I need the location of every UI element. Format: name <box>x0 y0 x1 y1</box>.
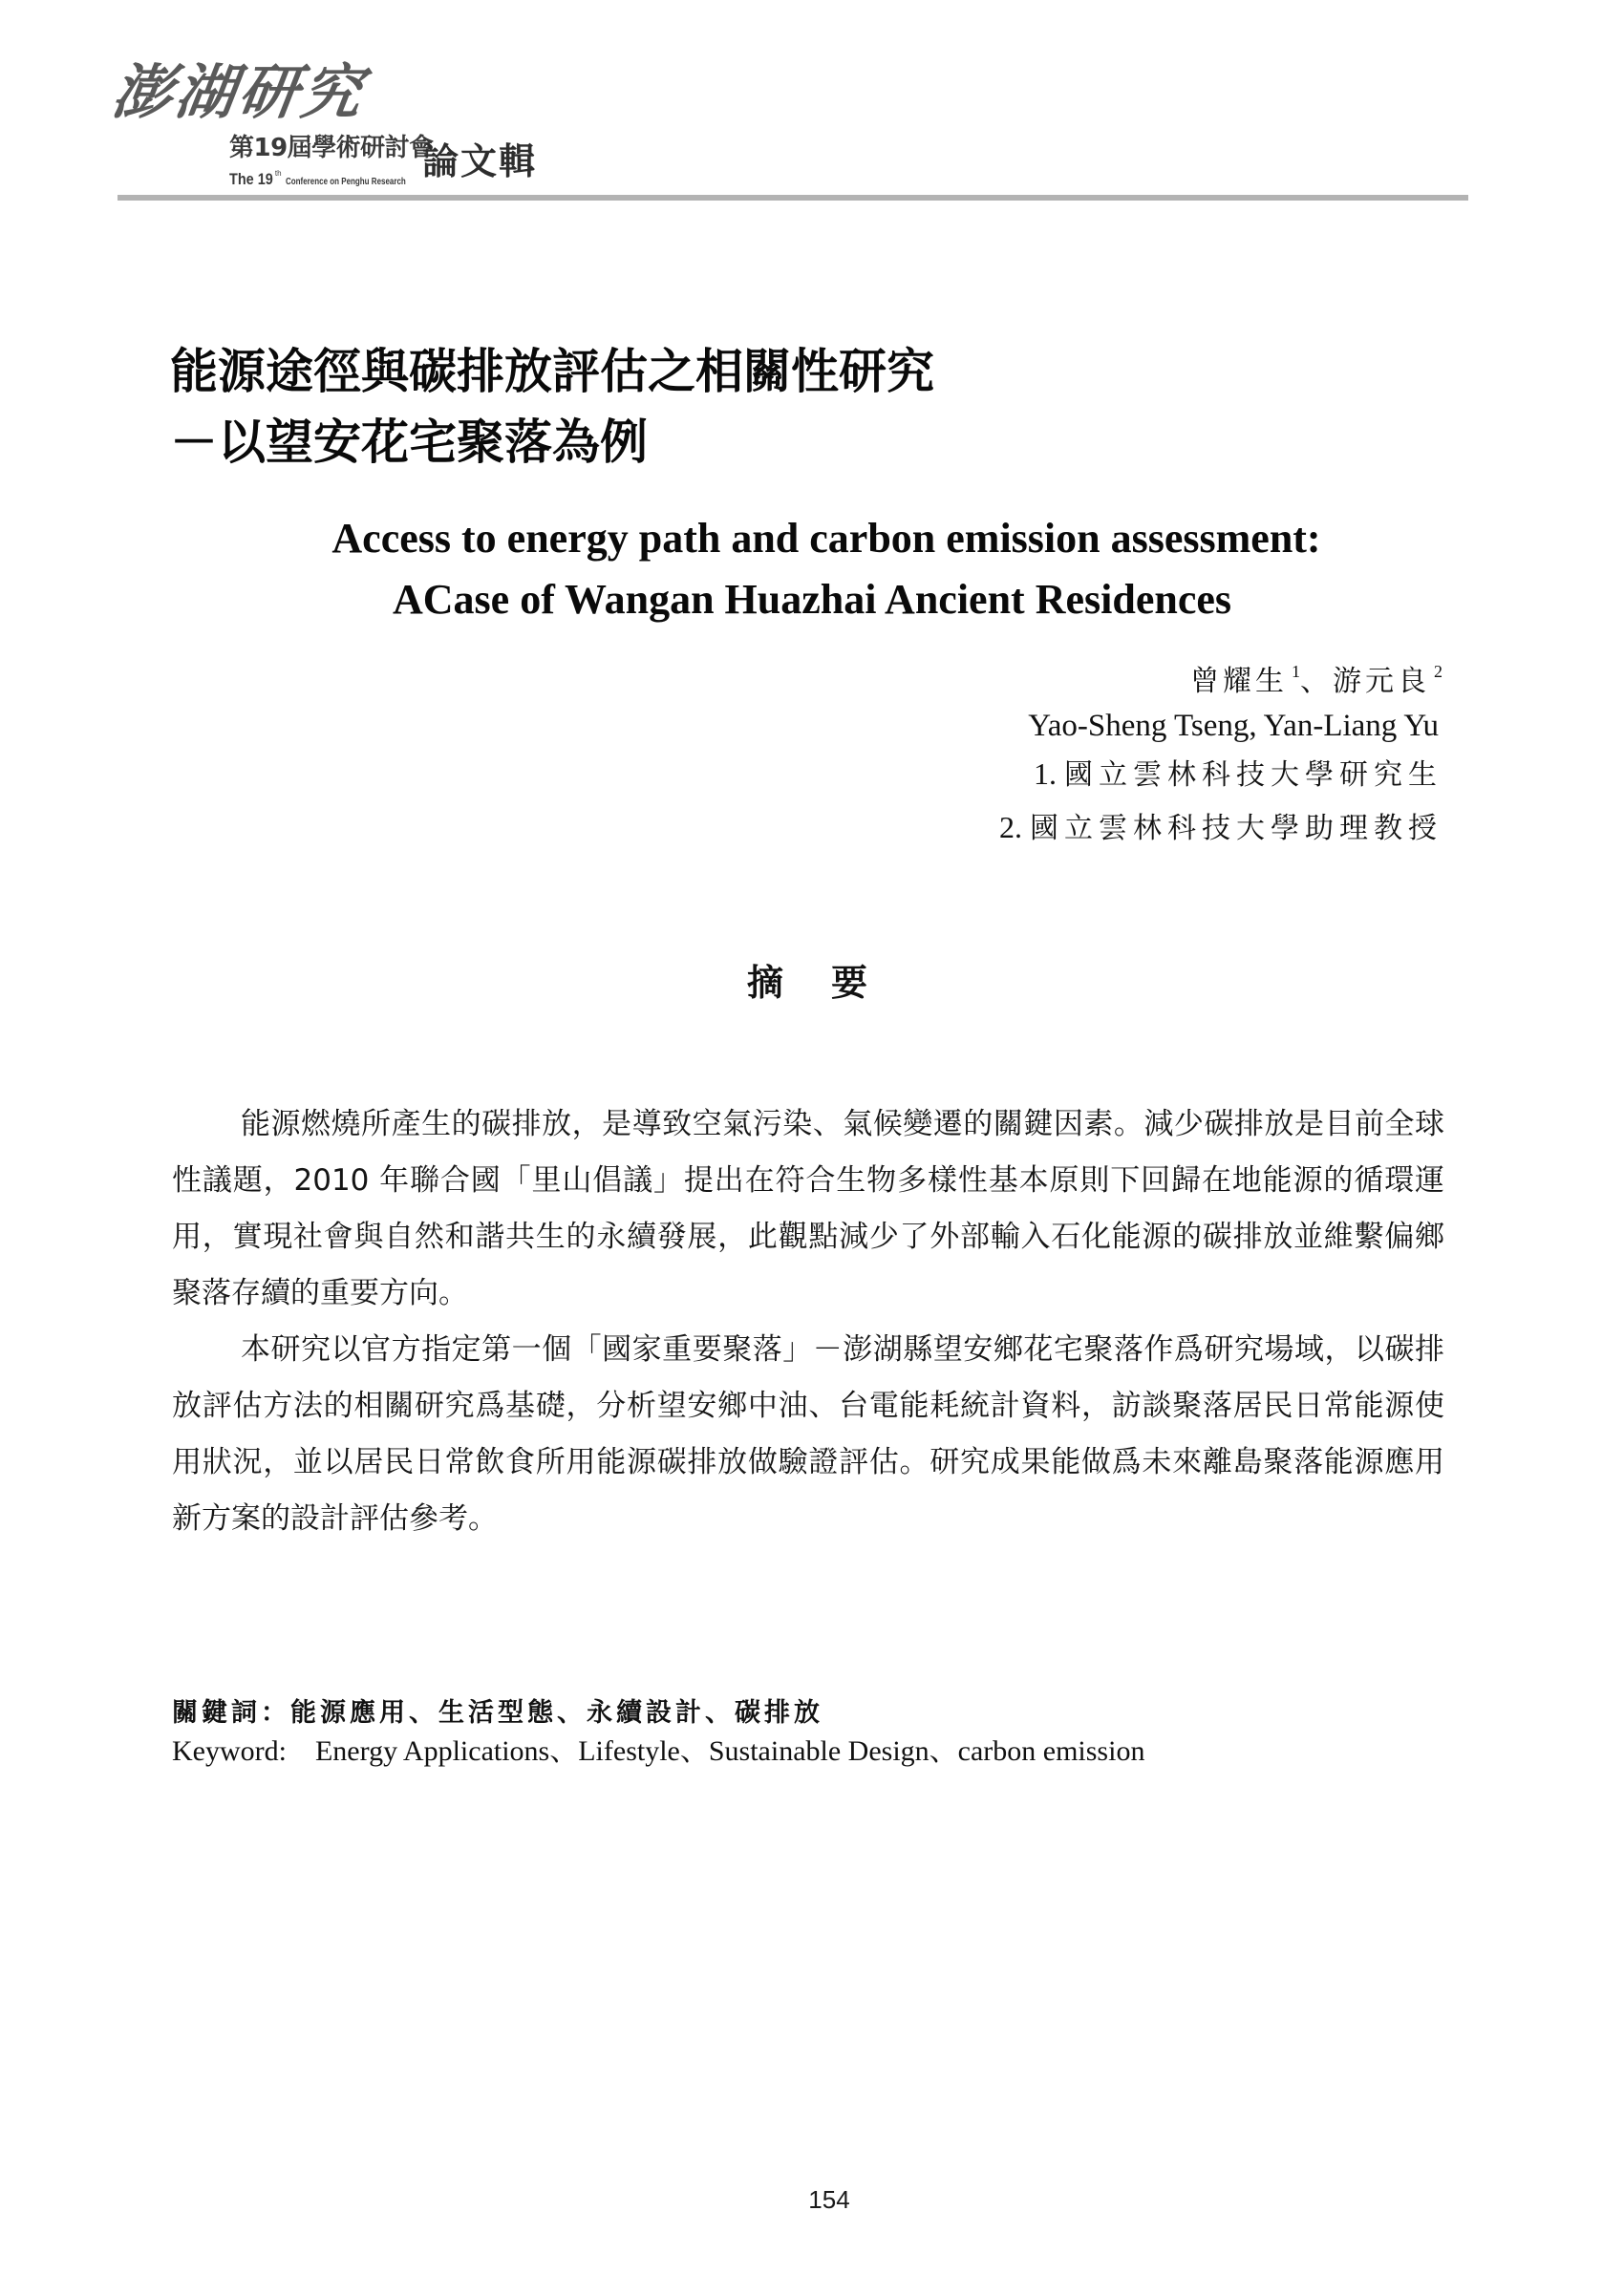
abstract-heading: 摘要 <box>746 961 915 1004</box>
keywords-en-label: Keyword: <box>172 1735 287 1767</box>
affiliation-1-number: 1. <box>1034 756 1057 791</box>
conference-title-cn: 第19屆學術研討會 <box>229 134 434 162</box>
conference-en-ordinal: th <box>274 169 282 178</box>
affiliation-2-text: 國立雲林科技大學助理教授 <box>1030 812 1442 845</box>
author1-affiliation-mark: 1 <box>1292 662 1300 681</box>
author-names-en: Yao-Sheng Tseng, Yan-Liang Yu <box>1028 709 1439 743</box>
author-separator: 、 <box>1300 665 1333 698</box>
proceedings-label: 論文輯 <box>422 140 538 182</box>
journal-logo: 澎湖研究 <box>107 57 371 127</box>
author-block <box>999 663 1442 848</box>
author2-affiliation-mark: 2 <box>1434 662 1442 681</box>
conference-title-en <box>229 170 436 188</box>
keywords-block <box>172 1696 1144 1769</box>
author1-name-cn: 曾耀生 <box>1190 665 1288 698</box>
keywords-en-list: Energy Applications、Lifestyle、Sustainable Design、carbon emission <box>314 1735 1145 1767</box>
conference-en-suffix: Conference on Penghu Research <box>285 177 406 187</box>
paper-title-cn <box>170 336 934 478</box>
page-header <box>0 0 1624 210</box>
paper-title-cn-line2: －以望安花宅聚落為例 <box>170 414 648 470</box>
affiliation-1 <box>999 755 1442 795</box>
affiliation-2-number: 2. <box>999 810 1022 844</box>
conference-en-prefix: The 19 <box>229 170 273 188</box>
header-divider <box>118 195 1468 201</box>
abstract-body <box>172 1096 1444 1547</box>
abstract-paragraph-1: 能源燃燒所產生的碳排放，是導致空氣污染、氣候變遷的關鍵因素。減少碳排放是目前全球性議題，2010 年聯合國「里山倡議」提出在符合生物多樣性基本原則下回歸在地能源的循環運用，實現社會與自然和諧共生的永續發展，此觀點減少了外部輸入石化能源的碳排放並維繫偏鄉聚落存續的重要方向。 <box>172 1107 1444 1310</box>
keywords-en <box>172 1734 1144 1769</box>
author-names-cn <box>999 663 1442 701</box>
paper-title-cn-line1: 能源途徑與碳排放評估之相關性研究 <box>170 343 934 399</box>
paper-title-en-line2: ACase of Wangan Huazhai Ancient Residences <box>392 576 1232 623</box>
affiliation-1-text: 國立雲林科技大學研究生 <box>1064 758 1442 792</box>
page-number: 154 <box>808 2185 850 2214</box>
abstract-paragraph-2: 本研究以官方指定第一個「國家重要聚落」－澎湖縣望安鄉花宅聚落作爲研究場域，以碳排放評估方法的相關研究爲基礎，分析望安鄉中油、台電能耗統計資料，訪談聚落居民日常能源使用狀況，並以居民日常飲食所用能源碳排放做驗證評估。研究成果能做爲未來離島聚落能源應用新方案的設計評估參考。 <box>172 1332 1444 1536</box>
author2-name-cn: 游元良 <box>1333 665 1430 698</box>
paper-title-en-line1: Access to energy path and carbon emission assessment: <box>331 515 1321 562</box>
paper-title-en <box>0 508 1624 630</box>
keywords-cn: 關鍵詞：能源應用、生活型態、永續設計、碳排放 <box>172 1698 823 1728</box>
affiliation-2 <box>999 808 1442 848</box>
